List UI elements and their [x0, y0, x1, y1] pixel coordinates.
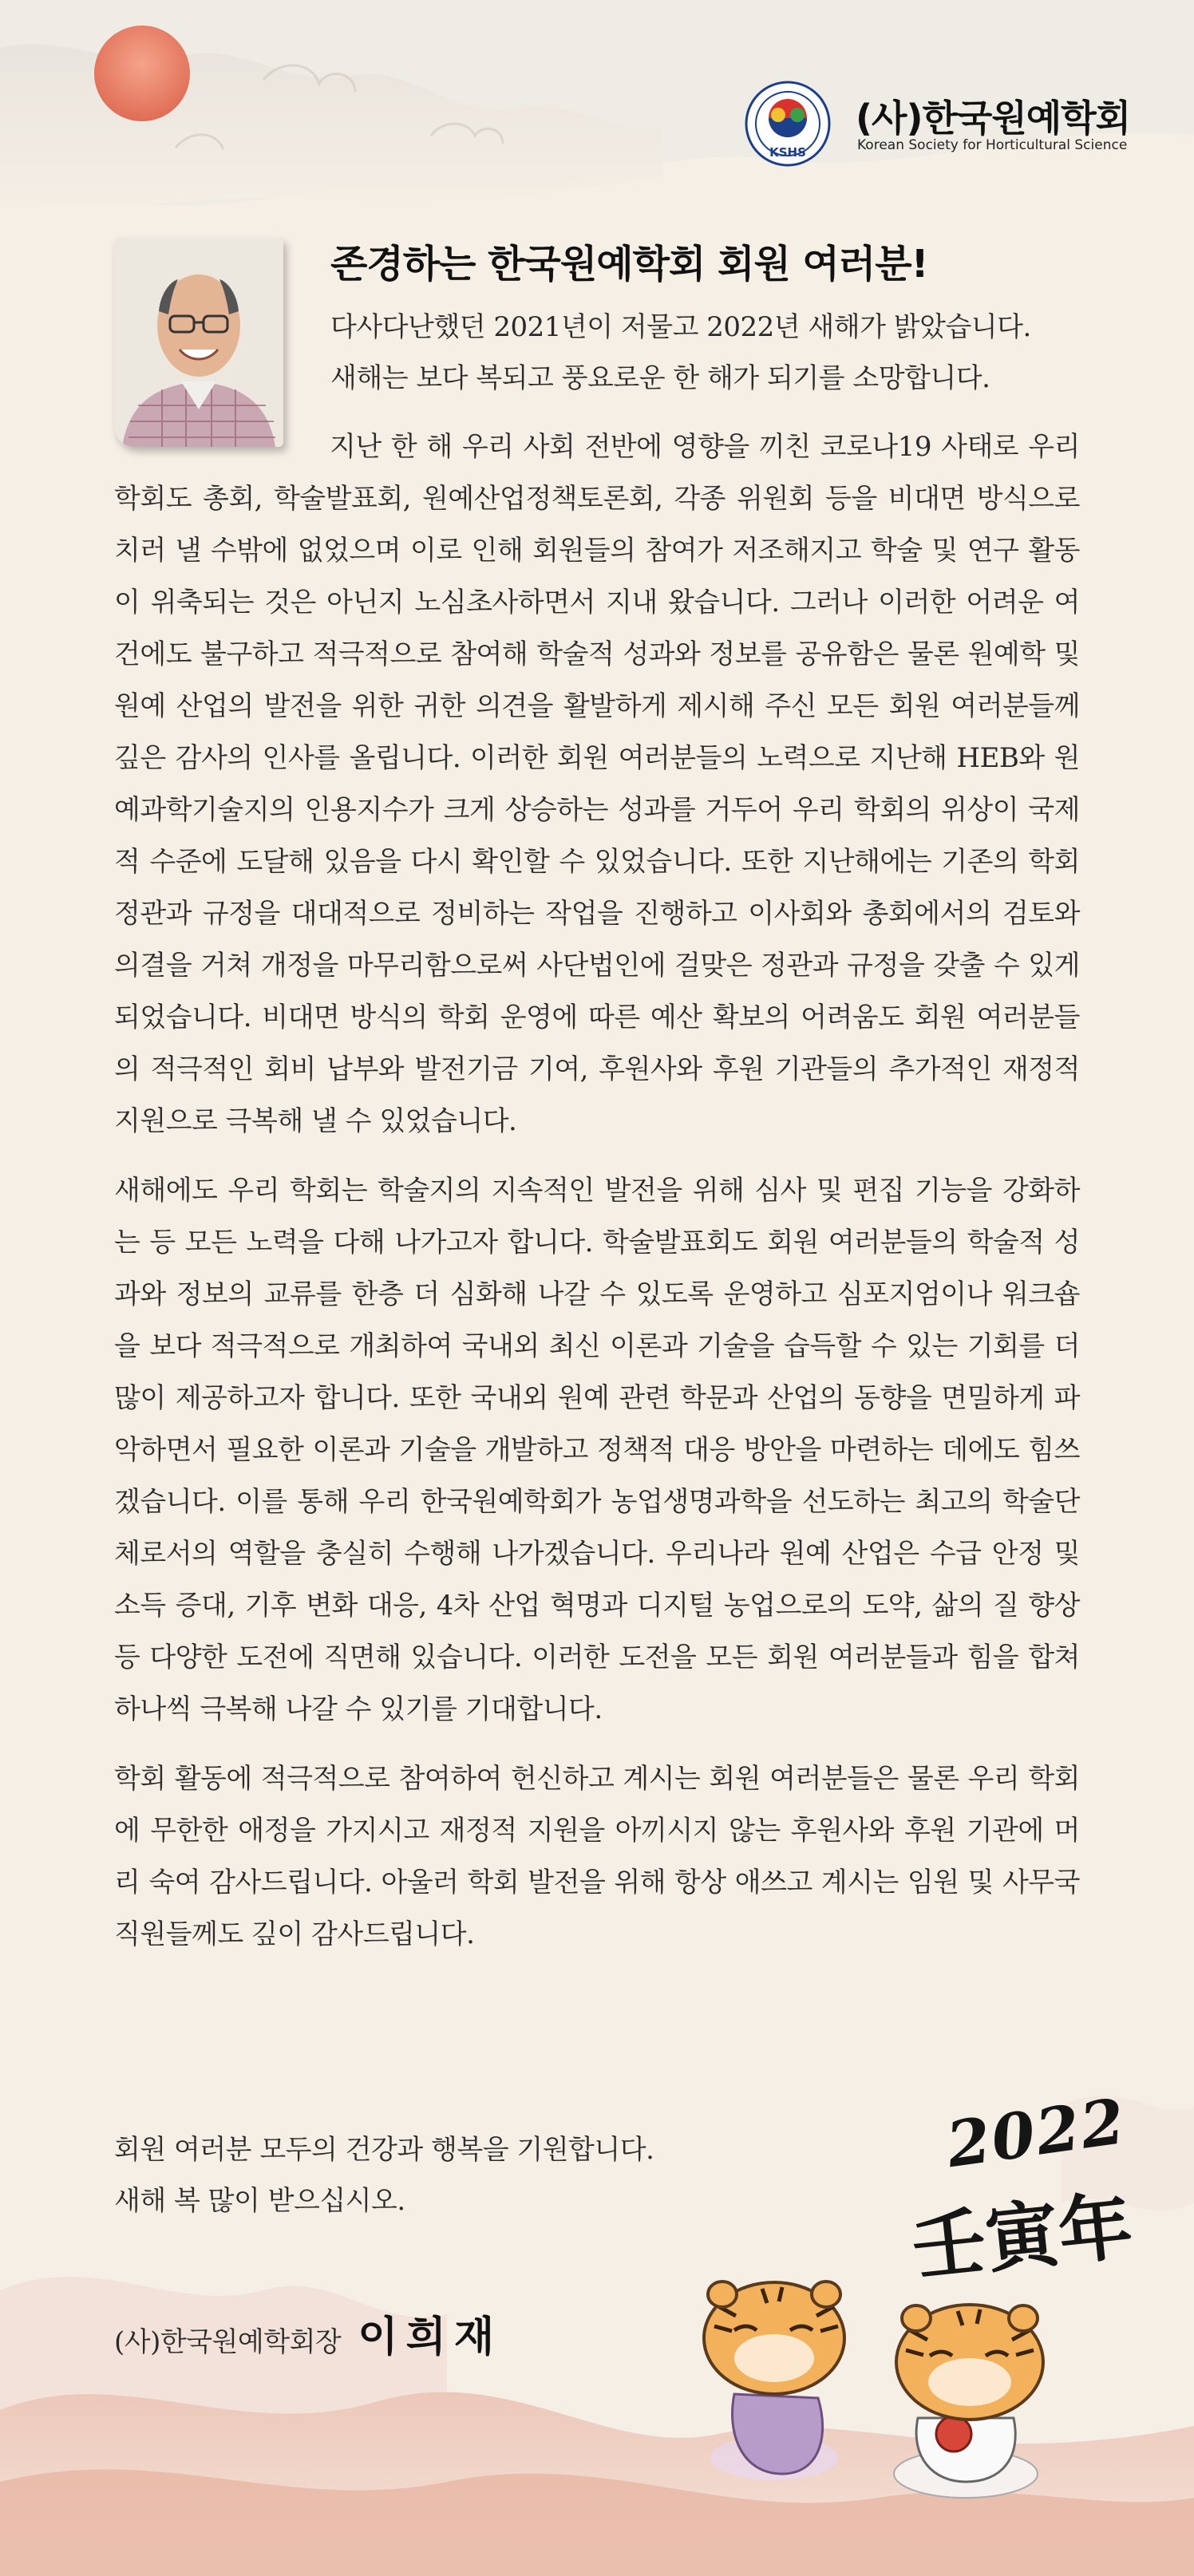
signature-name: 이희재 [358, 2313, 503, 2361]
letter-heading: 존경하는 한국원예학회 회원 여러분! [330, 242, 928, 286]
letter-body [114, 421, 1080, 1978]
society-name-en: Korean Society for Horticultural Science [857, 137, 1128, 153]
intro-line: 다사다난했던 2021년이 저물고 2022년 새해가 밝았습니다. [330, 311, 1031, 343]
closing-line: 새해 복 많이 받으십시오. [114, 2185, 405, 2217]
tiger-pair-illustration [678, 2218, 1062, 2506]
letter-intro [330, 302, 1031, 404]
year-hanja-calligraphy: 壬寅年 [907, 2182, 1137, 2292]
body-paragraph: 학회 활동에 적극적으로 참여하여 헌신하고 계시는 회원 여러분들은 물론 우리 학회에 무한한 애정을 가지시고 재정적 지원을 아끼시지 않는 후원사와 후원 기관에 머리 숙여 감사드립니다. 아울러 학회 발전을 위해 항상 애쓰고 계시는 임원 및 사무국 직원들께도 깊이 감사드립니다. [114, 1763, 1080, 1950]
body-paragraph: 새해에도 우리 학회는 학술지의 지속적인 발전을 위해 심사 및 편집 기능을 강화하는 등 모든 노력을 다해 나가고자 합니다. 학술발표회도 회원 여러분들의 학술적 성과와 정보의 교류를 한층 더 심화해 나갈 수 있도록 운영하고 심포지엄이나 워크숍을 보다 적극적으로 개최하여 국내외 최신 이론과 기술을 습득할 수 있는 기회를 더 많이 제공하고자 합니다. 또한 국내외 원예 관련 학문과 산업의 동향을 면밀하게 파악하면서 필요한 이론과 기술을 개발하고 정책적 대응 방안을 마련하는 데에도 힘쓰겠습니다. 이를 통해 우리 한국원예학회가 농업생명과학을 선도하는 최고의 학술단체로서의 역할을 충실히 수행해 나가겠습니다. 우리나라 원예 산업은 수급 안정 및 소득 증대, 기후 변화 대응, 4차 산업 혁명과 디지털 농업으로의 도약, 삶의 질 향상 등 다양한 도전에 직면해 있습니다. 이러한 도전을 모든 회원 여러분들과 힘을 합쳐 하나씩 극복해 나갈 수 있기를 기대합니다. [114, 1175, 1080, 1725]
letter-closing [114, 2124, 654, 2226]
signature-title: (사)한국원예학회장 [114, 2326, 342, 2358]
intro-line: 새해는 보다 복되고 풍요로운 한 해가 되기를 소망합니다. [330, 362, 990, 394]
society-name-kr: (사)한국원예학회 [856, 97, 1131, 140]
portrait-illustration [114, 238, 283, 447]
closing-line: 회원 여러분 모두의 건강과 행복을 기원합니다. [114, 2134, 654, 2166]
kshs-emblem-icon [744, 80, 832, 168]
year-calligraphy: 2022 [942, 2084, 1131, 2183]
president-portrait [114, 238, 283, 447]
body-paragraph: 지난 한 해 우리 사회 전반에 영향을 끼친 코로나19 사태로 우리 학회도 총회, 학술발표회, 원예산업정책토론회, 각종 위원회 등을 비대면 방식으로 치러 낼 수밖에 없었으며 이로 인해 회원들의 참여가 저조해지고 학술 및 연구 활동이 위축되는 것은 아닌지 노심초사하면서 지내 왔습니다. 그러나 이러한 어려운 여건에도 불구하고 적극적으로 참여해 학술적 성과와 정보를 공유함은 물론 원예학 및 원예 산업의 발전을 위한 귀한 의견을 활발하게 제시해 주신 모든 회원 여러분들께 깊은 감사의 인사를 올립니다. 이러한 회원 여러분들의 노력으로 지난해 HEB와 원예과학기술지의 인용지수가 크게 상승하는 성과를 거두어 우리 학회의 위상이 국제적 수준에 도달해 있음을 다시 확인할 수 있었습니다. 또한 지난해에는 기존의 학회 정관과 규정을 대대적으로 정비하는 작업을 진행하고 이사회와 총회에서의 검토와 의결을 거쳐 개정을 마무리함으로써 사단법인에 걸맞은 정관과 규정을 갖출 수 있게 되었습니다. 비대면 방식의 학회 운영에 따른 예산 확보의 어려움도 회원 여러분들의 적극적인 회비 납부와 발전기금 기여, 후원사와 후원 기관들의 추가적인 재정적 지원으로 극복해 낼 수 있었습니다. [114, 431, 1080, 1137]
society-logo [744, 80, 1131, 168]
svg-text:KSHS: KSHS [769, 145, 806, 160]
signature-block [114, 2303, 502, 2363]
